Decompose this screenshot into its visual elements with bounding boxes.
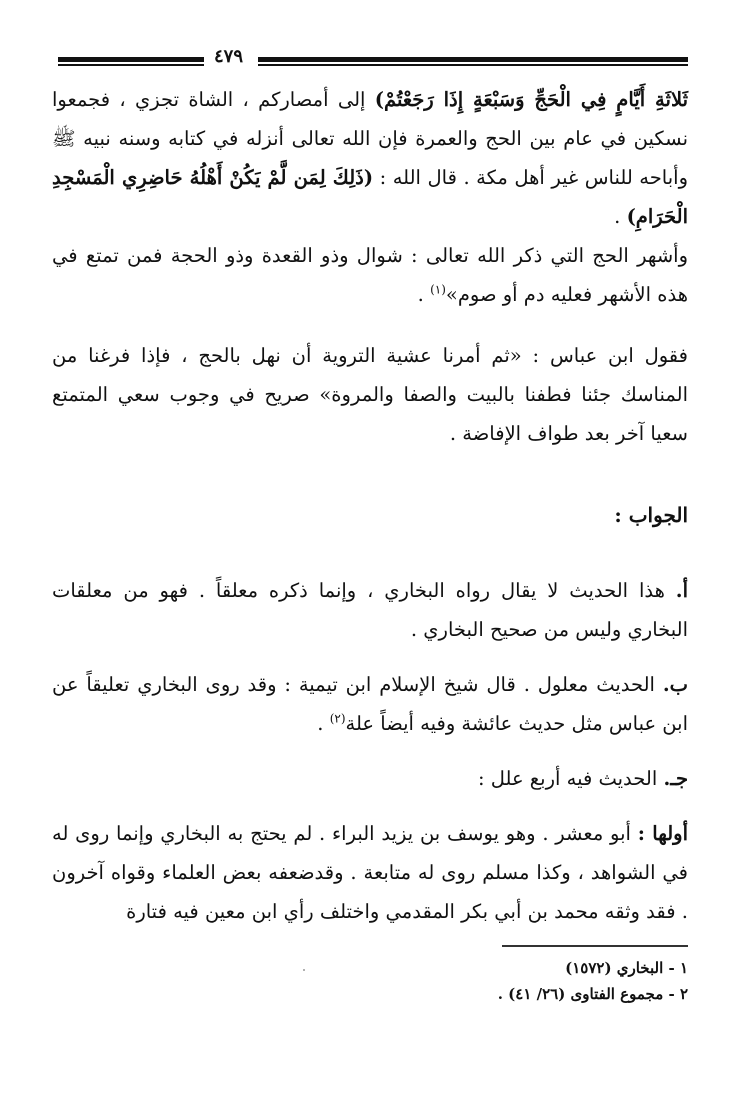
point-c: [52, 759, 688, 798]
point-b: ب. الحديث معلول . قال شيخ الإسلام ابن تيمية : وقد روى البخاري تعليقاً عن ابن عباس مثل حديث عائشة وفيه أيضاً علة$^{(٢)}$ .: [52, 673, 688, 735]
footnote-separator: [502, 945, 688, 947]
header-rule-left-thin: [58, 64, 204, 66]
paragraph-2: وأشهر الحج التي ذكر الله تعالى : شوال وذو القعدة وذو الحجة فمن تمتع في هذه الأشهر فعليه دم أو صوم»$^{(١)}$ .: [52, 244, 688, 306]
footnote-ref-1: (١): [430, 282, 446, 297]
header-rule-left: [58, 57, 204, 62]
paragraph-1: ثَلاثَةِ أَيَّامٍ فِي الْحَجِّ وَسَبْعَةٍ إِذَا رَجَعْتُمْ) إلى أمصاركم ، الشاة تجزي ، فجمعوا نسكين في عام بين الحج والعمرة فإن الله تعالى أنزله في كتابه وسنه نبيه ﷺ وأباحه للناس غير أهل مكة . قال الله : (ذَلِكَ لِمَن لَّمْ يَكُنْ أَهْلُهُ حَاضِرِي الْمَسْجِدِ الْحَرَامِ) .: [52, 88, 689, 228]
point-a-label: أ.: [675, 579, 688, 602]
page-header: [58, 46, 688, 68]
point-a-text: هذا الحديث لا يقال رواه البخاري ، وإنما ذكره معلقاً . فهو من معلقات البخاري وليس من صحيح البخاري .: [52, 579, 688, 641]
first-defect-text: أبو معشر . وهو يوسف بن يزيد البراء . لم يحتج به البخاري وإنما روى له في الشواهد ، وكذا مسلم روى له متابعة . وقدضعفه بعض العلماء وقواه آخرون . فقد وثقه محمد بن أبي بكر المقدمي واختلف رأي ابن معين فيه فتارة: [52, 822, 688, 923]
paragraph-3-text: فقول ابن عباس : «ثم أمرنا عشية التروية أن نهل بالحج ، فإذا فرغنا من المناسك جئنا فطفنا بالبيت والصفا والمروة» صريح في وجوب سعي المتمتع سعيا آخر بعد طواف الإفاضة .: [52, 344, 688, 445]
footnote-2: ٢ - مجموع الفتاوى (٢٦/ ٤١) .: [497, 985, 688, 1003]
header-rule-right: [258, 57, 688, 62]
point-a: [52, 571, 688, 649]
first-defect-label: أولها :: [637, 822, 688, 845]
point-b-label: ب.: [662, 673, 688, 696]
footnote-ref-2: (٢): [329, 711, 346, 726]
paragraph-1-text: إلى أمصاركم ، الشاة تجزي ، فجمعوا نسكين في عام بين الحج والعمرة فإن الله تعالى أنزله في كتابه وسنه نبيه ﷺ وأباحه للناس غير أهل مكة . قال الله :: [52, 88, 688, 189]
page-number: ٤٧٩: [210, 46, 247, 67]
footnotes: [300, 955, 688, 1007]
point-b-text: الحديث معلول . قال شيخ الإسلام ابن تيمية : وقد روى البخاري تعليقاً عن ابن عباس مثل حديث عائشة وفيه أيضاً علة: [52, 673, 688, 735]
paragraph-2-text: وأشهر الحج التي ذكر الله تعالى : شوال وذو القعدة وذو الحجة فمن تمتع في هذه الأشهر فعليه دم أو صوم»: [52, 244, 688, 306]
quran-verse-1: ثَلاثَةِ أَيَّامٍ فِي الْحَجِّ وَسَبْعَةٍ إِذَا رَجَعْتُمْ): [374, 88, 689, 111]
header-rule-right-thin: [258, 64, 688, 66]
main-text: [52, 80, 688, 931]
paragraph-3: [52, 336, 688, 453]
first-defect: [52, 814, 688, 931]
point-c-text: الحديث فيه أربع علل :: [477, 767, 664, 790]
quran-verse-2: (ذَلِكَ لِمَن لَّمْ يَكُنْ أَهْلُهُ حَاضِرِي الْمَسْجِدِ الْحَرَامِ): [52, 166, 688, 228]
footnote-1: ١ - البخاري (١٥٧٢): [565, 959, 688, 977]
answer-heading: الجواب :: [614, 503, 688, 527]
point-c-label: جـ.: [663, 767, 688, 790]
